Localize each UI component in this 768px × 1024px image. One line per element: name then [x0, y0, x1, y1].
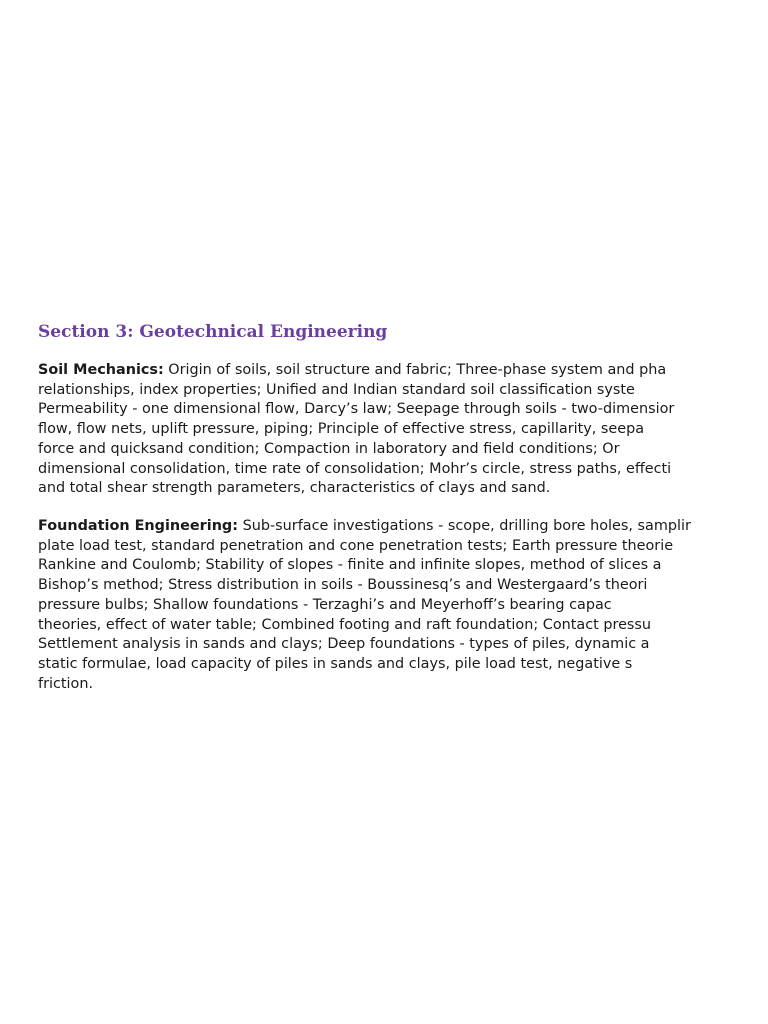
paragraph-line: force and quicksand condition; Compaction in laboratory and field conditions; Or [38, 440, 620, 457]
soil-mechanics-paragraph [38, 361, 768, 499]
paragraph-line: relationships, index properties; Unified and Indian standard soil classification syste [38, 381, 635, 398]
foundation-engineering-label: Foundation Engineering: [38, 518, 238, 534]
paragraph-line: Permeability - one dimensional flow, Darcy’s law; Seepage through soils - two-dimensior [38, 401, 675, 418]
paragraph-line: pressure bulbs; Shallow foundations - Terzaghi’s and Meyerhoff’s bearing capac [38, 596, 612, 613]
paragraph-line: friction. [38, 675, 94, 692]
soil-mechanics-label: Soil Mechanics: [38, 362, 164, 378]
paragraph-line [38, 361, 768, 381]
paragraph-line-text: Sub-surface investigations - scope, drilling bore holes, samplir [238, 518, 691, 534]
paragraph-line: dimensional consolidation, time rate of consolidation; Mohr’s circle, stress paths, effecti [38, 460, 672, 477]
paragraph-line [38, 517, 768, 537]
foundation-engineering-paragraph [38, 517, 768, 694]
paragraph-line: flow, flow nets, uplift pressure, piping; Principle of effective stress, capillarity, seepa [38, 421, 645, 438]
paragraph-line: and total shear strength parameters, characteristics of clays and sand. [38, 480, 551, 497]
paragraph-line-text: Origin of soils, soil structure and fabric; Three-phase system and pha [163, 362, 667, 378]
paragraph-line: Bishop’s method; Stress distribution in soils - Boussinesq’s and Westergaard’s theori [38, 577, 648, 594]
paragraph-line: Rankine and Coulomb; Stability of slopes - finite and infinite slopes, method of slices a [38, 557, 662, 574]
paragraph-line: theories, effect of water table; Combined footing and raft foundation; Contact pressu [38, 616, 652, 633]
section-title: Section 3: Geotechnical Engineering [38, 322, 388, 342]
paragraph-line: static formulae, load capacity of piles in sands and clays, pile load test, negative s [38, 655, 633, 672]
paragraph-line: Settlement analysis in sands and clays; Deep foundations - types of piles, dynamic a [38, 636, 650, 653]
paragraph-line: plate load test, standard penetration and cone penetration tests; Earth pressure theorie [38, 537, 674, 554]
